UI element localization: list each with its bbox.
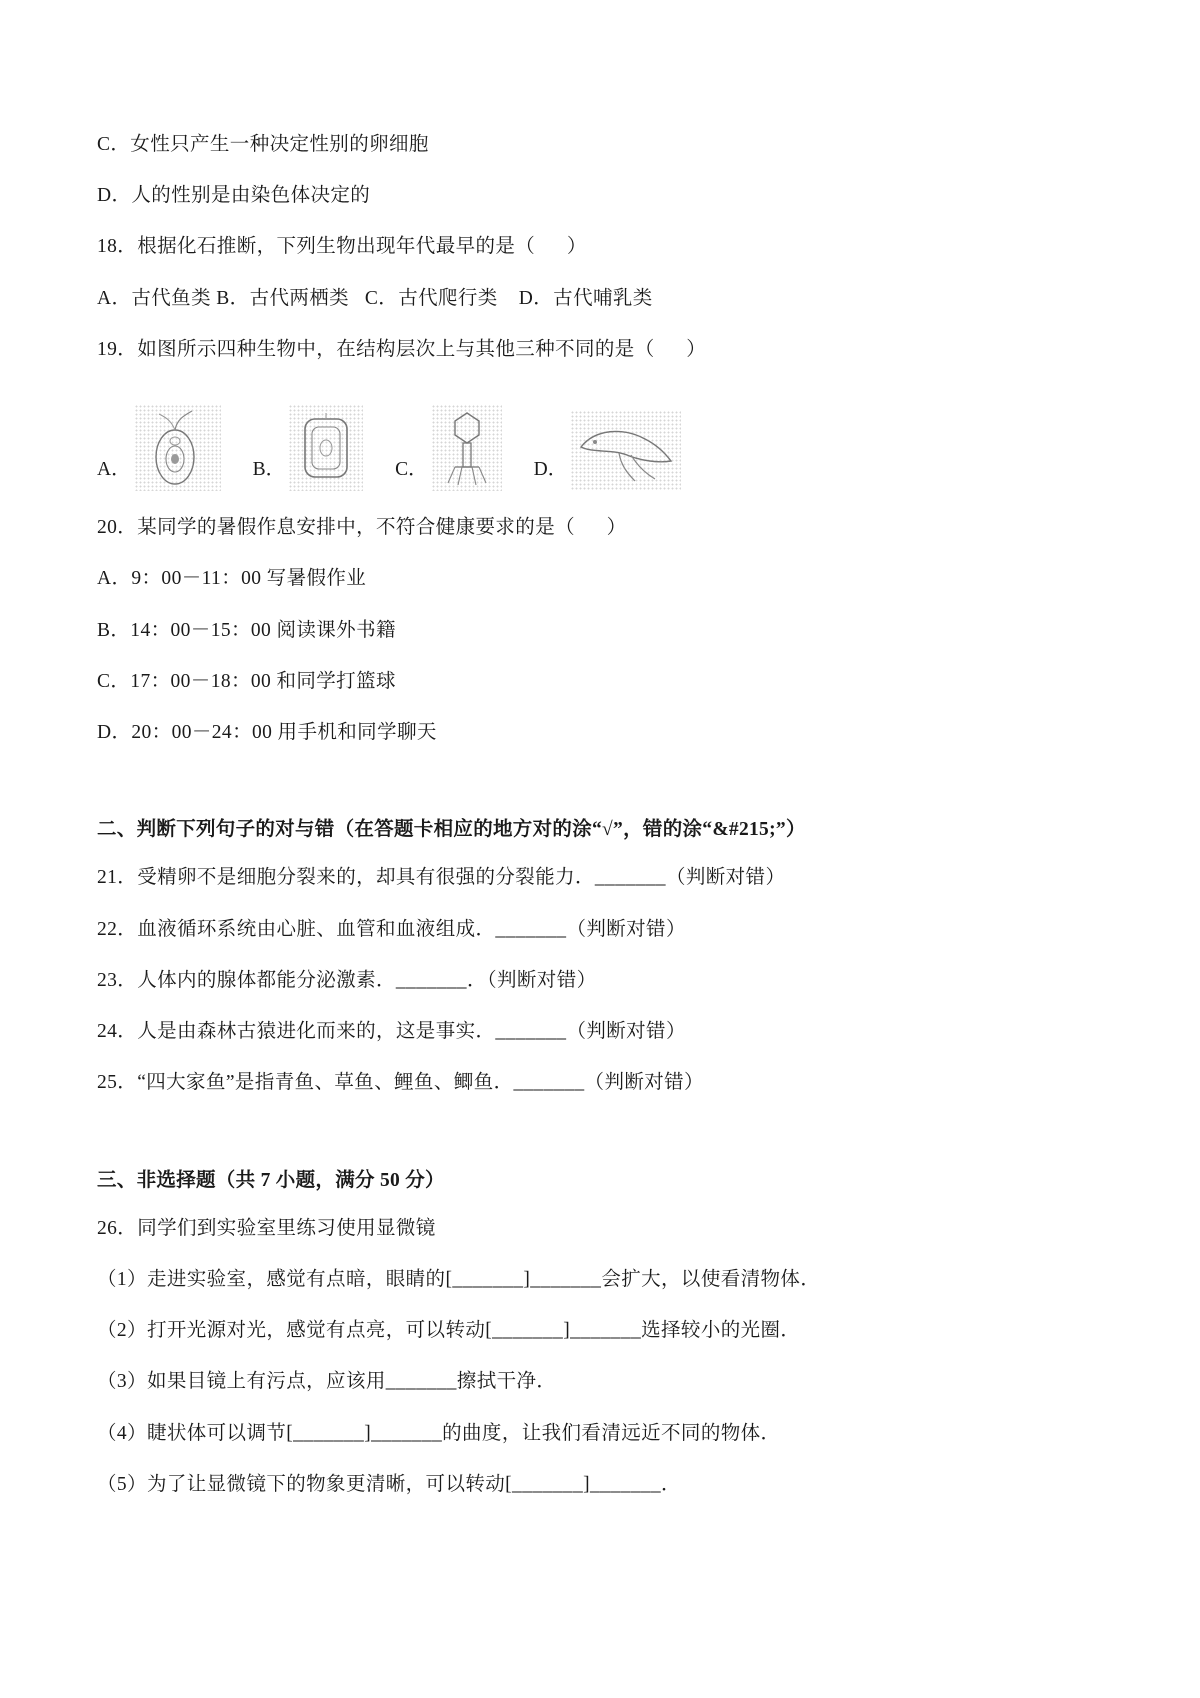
question-26-sub-4: （4）睫状体可以调节[_______]_______的曲度，让我们看清远近不同的物体． (97, 1422, 781, 1444)
question-23: 23．人体内的腺体都能分泌激素．_______．（判断对错） (97, 969, 597, 991)
bacteriophage-icon (432, 405, 502, 491)
section-spacer-1 (97, 769, 1097, 815)
question-26-sub-5: （5）为了让显微镜下的物象更清晰，可以转动[_______]_______． (97, 1473, 681, 1495)
question-22: 22．血液循环系统由心脏、血管和血液组成．_______（判断对错） (97, 918, 686, 940)
question-25: 25．“四大家鱼”是指青鱼、草鱼、鲤鱼、鲫鱼．_______（判断对错） (97, 1072, 704, 1094)
figure-label-c: C． (395, 459, 428, 481)
question-20-stem: 20．某同学的暑假作息安排中，不符合健康要求的是（ ） (97, 517, 627, 539)
section-3-heading: 三、非选择题（共 7 小题，满分 50 分） (97, 1169, 445, 1191)
question-19-stem: 19．如图所示四种生物中，在结构层次上与其他三种不同的是（ ） (97, 338, 707, 360)
figure-label-d: D． (533, 459, 568, 481)
question-26-sub-1: （1）走进实验室，感觉有点暗，眼睛的[_______]_______会扩大，以使看清物体． (97, 1268, 821, 1290)
figure-option-d (534, 411, 682, 491)
hydra-icon (571, 411, 681, 491)
question-18-stem: 18．根据化石推断，下列生物出现年代最早的是（ ） (97, 236, 587, 258)
euglena-icon (135, 405, 221, 491)
paramecium-cell-icon (289, 405, 363, 491)
figure-option-c (395, 405, 524, 491)
question-26-sub-2: （2）打开光源对光，感觉有点亮，可以转动[_______]_______选择较小的光圈． (97, 1320, 801, 1342)
document-content (97, 130, 1097, 1521)
question-20-option-c: C．17：00－18：00 和同学打篮球 (97, 670, 396, 692)
figure-label-a: A． (97, 459, 131, 481)
figure-label-b: B． (252, 459, 286, 481)
question-21: 21．受精卵不是细胞分裂来的，却具有很强的分裂能力．_______（判断对错） (97, 867, 786, 889)
question-20-option-b: B．14：00－15：00 阅读课外书籍 (97, 619, 396, 641)
figure-option-a (97, 405, 243, 491)
section-2-heading: 二、判断下列句子的对与错（在答题卡相应的地方对的涂“√”，错的涂“&#215;”） (97, 819, 806, 841)
question-26-stem: 26．同学们到实验室里练习使用显微镜 (97, 1217, 436, 1239)
question-19-figure-row (97, 386, 1097, 491)
question-20-option-d: D．20：00－24：00 用手机和同学聊天 (97, 721, 437, 743)
question-24: 24．人是由森林古猿进化而来的，这是事实．_______（判断对错） (97, 1021, 686, 1043)
question-18-options: A．古代鱼类 B．古代两栖类 C．古代爬行类 D．古代哺乳类 (97, 287, 653, 309)
question-20-option-a: A．9：00－11：00 写暑假作业 (97, 568, 367, 590)
section-spacer-2 (97, 1120, 1097, 1166)
question-26-sub-3: （3）如果目镜上有污点，应该用_______擦拭干净． (97, 1371, 557, 1393)
figure-option-b (253, 405, 386, 491)
option-c-line: C．女性只产生一种决定性别的卵细胞 (97, 134, 429, 155)
option-d-line: D．人的性别是由染色体决定的 (97, 185, 371, 207)
